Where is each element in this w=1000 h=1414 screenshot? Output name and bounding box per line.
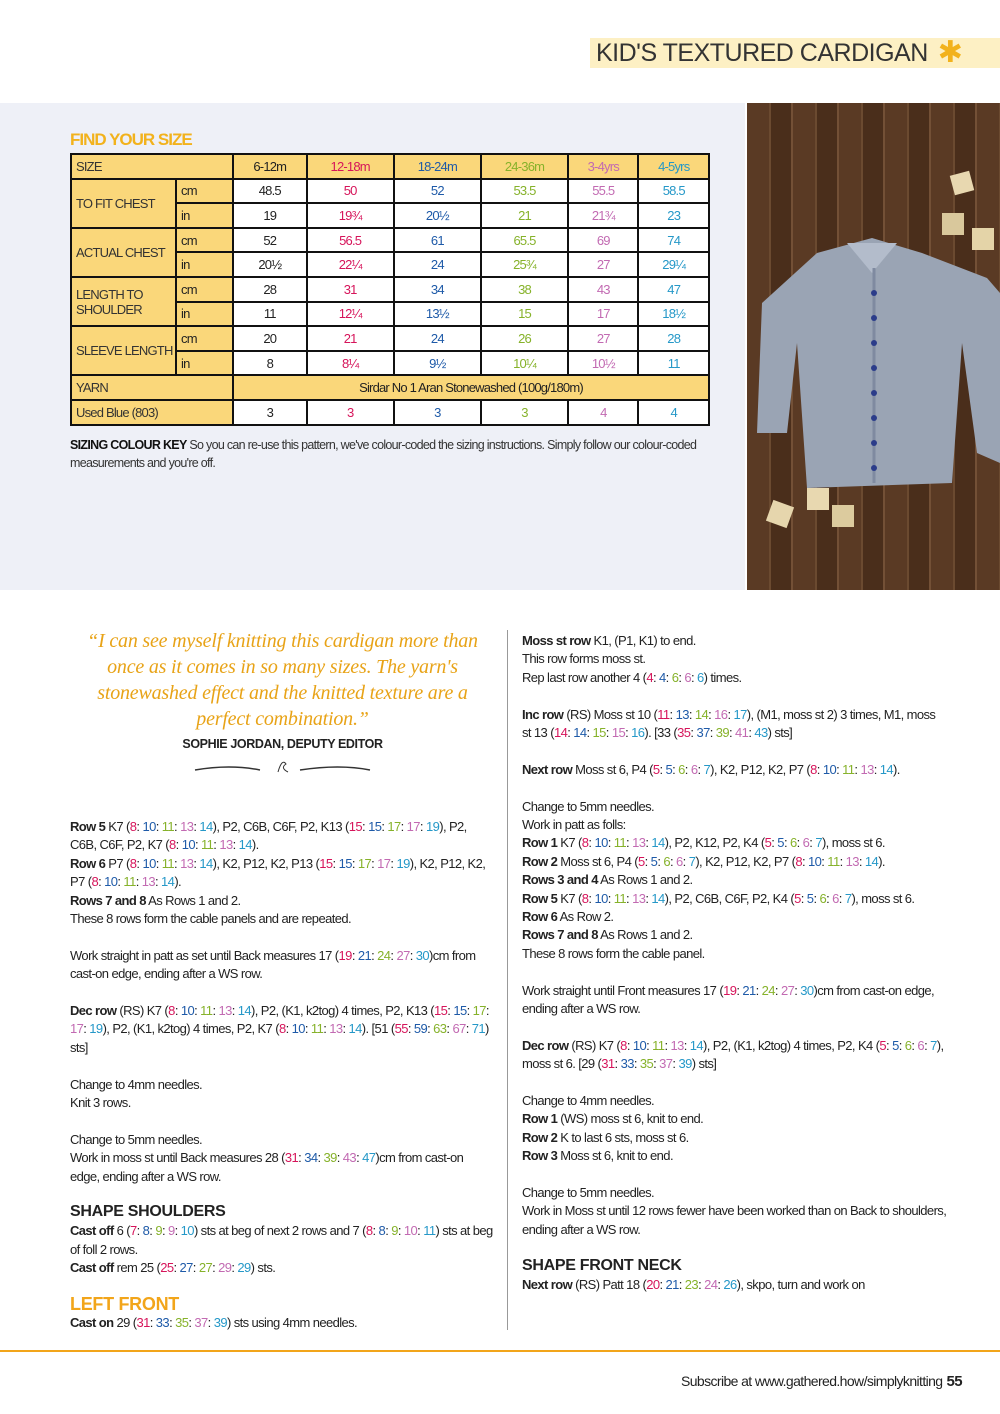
instruction-line: These 8 rows form the cable panels and are repeated. <box>70 911 351 927</box>
instruction-paragraph <box>70 1314 495 1332</box>
section-heading: SHAPE FRONT NECK <box>522 1256 682 1274</box>
instruction-line: Row 1 K7 (8: 10: 11: 13: 14), P2, K12, P2, K4 (5: 5: 6: 6: 7), moss st 6. <box>522 835 885 851</box>
instruction-paragraph <box>522 1092 947 1166</box>
measurement-value: 55.5 <box>568 179 638 204</box>
unit-label: in <box>176 351 233 376</box>
instruction-line: Row 5 K7 (8: 10: 11: 13: 14), P2, C6B, C6F, P2, K13 (15: 15: 17: 17: 19), P2, C6B, C6F, P2, K7 (8: 10: 11: 13: 14). <box>70 819 467 853</box>
instruction-lead: Next row <box>522 761 573 777</box>
instruction-paragraph <box>522 982 947 1019</box>
instruction-lead: Inc row <box>522 706 564 722</box>
colour-key-text: So you can re-use this pattern, we've colour-coded the sizing instructions. Simply follow our colour-coded measurements and you're off. <box>70 438 697 470</box>
instruction-line: Change to 5mm needles. <box>522 1185 655 1201</box>
instruction-lead: Cast off <box>70 1260 114 1276</box>
instruction-lead: Row 1 <box>522 1111 558 1127</box>
instruction-lead: Row 2 <box>522 853 558 869</box>
size-header-row <box>71 154 709 179</box>
measurement-value: 43 <box>568 277 638 302</box>
instruction-line: Row 2 K to last 6 sts, moss st 6. <box>522 1129 689 1145</box>
instruction-line: Work in patt as folls: <box>522 817 626 833</box>
measurement-value: 10¼ <box>481 351 568 376</box>
measurement-value: 27 <box>568 252 638 277</box>
instruction-paragraph <box>522 761 947 779</box>
measurement-value: 25¾ <box>481 252 568 277</box>
instruction-line: Dec row (RS) K7 (8: 10: 11: 13: 14), P2, (K1, k2tog) 4 times, P2, K13 (15: 15: 17: 17: 19), P2, (K1, k2tog) 4 times, P2, K7 (8: 10: 11: 13: 14). [51 (55: 59: 63: 67: 71) sts] <box>70 1003 489 1055</box>
measurement-value: 29¼ <box>638 252 709 277</box>
measurement-value: 22¼ <box>307 252 394 277</box>
measurement-value: 19 <box>233 203 307 228</box>
measurement-value: 52 <box>394 179 481 204</box>
measurement-value: 15 <box>481 302 568 327</box>
measurement-value: 65.5 <box>481 228 568 253</box>
editor-quote: “I can see myself knitting this cardigan more than once as it comes in so many sizes. The yarn's stonewashed effect and the knitted texture are a perfect combination.” <box>87 630 478 730</box>
instruction-paragraph <box>522 1184 947 1239</box>
instruction-line: Dec row (RS) K7 (8: 10: 11: 13: 14), P2, (K1, k2tog) 4 times, P2, K4 (5: 5: 6: 6: 7), moss st 6. [29 (31: 33: 35: 37: 39) sts] <box>522 1037 944 1072</box>
instruction-paragraph <box>70 1131 495 1186</box>
instruction-lead: Rows 7 and 8 <box>70 892 146 908</box>
instruction-paragraph <box>522 632 947 687</box>
size-header: 24-36m <box>481 154 568 179</box>
sizing-colour-key <box>70 436 710 472</box>
measurement-value: 24 <box>394 252 481 277</box>
yarn-label: YARN <box>71 375 233 400</box>
asterisk-icon: ✱ <box>937 36 963 69</box>
instruction-line: Work in Moss st until 12 rows fewer have been worked than on Back to shoulders, ending after a WS row. <box>522 1203 947 1237</box>
instruction-paragraph <box>522 798 947 964</box>
quote-attribution: SOPHIE JORDAN, DEPUTY EDITOR <box>182 737 383 751</box>
measurement-label: ACTUAL CHEST <box>71 228 176 277</box>
measurement-value: 23 <box>638 203 709 228</box>
measurement-value: 20½ <box>233 252 307 277</box>
table-row <box>71 326 709 351</box>
measurement-value: 56.5 <box>307 228 394 253</box>
unit-label: cm <box>176 179 233 204</box>
column-divider <box>507 630 508 1330</box>
instruction-paragraph <box>522 1037 947 1074</box>
instruction-line: Change to 4mm needles. <box>522 1093 655 1109</box>
instruction-line: Change to 4mm needles. <box>70 1076 203 1092</box>
instruction-lead: Row 5 <box>522 890 558 906</box>
instruction-lead: Row 3 <box>522 1148 558 1164</box>
unit-label: cm <box>176 326 233 351</box>
measurement-value: 58.5 <box>638 179 709 204</box>
table-row <box>71 228 709 253</box>
measurement-value: 74 <box>638 228 709 253</box>
unit-label: cm <box>176 277 233 302</box>
unit-label: in <box>176 252 233 277</box>
find-your-size-heading: FIND YOUR SIZE <box>70 130 192 149</box>
instruction-line: Moss st row K1, (P1, K1) to end. <box>522 633 696 648</box>
instruction-line: Next row (RS) Patt 18 (20: 21: 23: 24: 26), skpo, turn and work on <box>522 1276 865 1292</box>
colour-key-label: SIZING COLOUR KEY <box>70 438 187 452</box>
instruction-line: This row forms moss st. <box>522 651 646 667</box>
instruction-line: Knit 3 rows. <box>70 1095 131 1111</box>
unit-label: in <box>176 203 233 228</box>
yarn-row <box>71 375 709 400</box>
size-header: 12-18m <box>307 154 394 179</box>
instruction-line: Row 5 K7 (8: 10: 11: 13: 14), P2, C6B, C6F, P2, K4 (5: 5: 6: 6: 7), moss st 6. <box>522 890 915 906</box>
instruction-lead: Row 2 <box>522 1129 558 1145</box>
instruction-line: Change to 5mm needles. <box>70 1131 203 1147</box>
instruction-line: Work in moss st until Back measures 28 (31: 34: 39: 43: 47)cm from cast-on edge, ending after a WS row. <box>70 1150 464 1184</box>
measurement-value: 18½ <box>638 302 709 327</box>
measurement-value: 12¼ <box>307 302 394 327</box>
instruction-lead: Cast off <box>70 1223 114 1239</box>
measurement-value: 48.5 <box>233 179 307 204</box>
instruction-paragraph <box>70 1222 495 1277</box>
instruction-line: Row 3 Moss st 6, knit to end. <box>522 1148 673 1164</box>
measurement-value: 8¼ <box>307 351 394 376</box>
subscribe-link[interactable]: Subscribe at www.gathered.how/simplyknitting <box>680 1373 943 1389</box>
instruction-lead: Moss st row <box>522 633 591 648</box>
instruction-lead: Rows 7 and 8 <box>522 927 598 943</box>
measurement-value: 47 <box>638 277 709 302</box>
footer <box>681 1373 962 1390</box>
measurement-value: 20 <box>233 326 307 351</box>
article-title: KID'S TEXTURED CARDIGAN <box>596 38 928 67</box>
measurement-value: 52 <box>233 228 307 253</box>
size-header: 6-12m <box>233 154 307 179</box>
instruction-line: These 8 rows form the cable panel. <box>522 945 705 961</box>
measurement-value: 19¾ <box>307 203 394 228</box>
instruction-line: Rows 3 and 4 As Rows 1 and 2. <box>522 872 693 888</box>
instruction-line: Rep last row another 4 (4: 4: 6: 6: 6) times. <box>522 669 742 685</box>
instruction-paragraph <box>522 1276 947 1294</box>
pattern-right-column <box>522 632 947 1312</box>
instruction-line: Inc row (RS) Moss st 10 (11: 13: 14: 16: 17), (M1, moss st 2) 3 times, M1, moss st 13 (14: 14: 15: 15: 16). [33 (35: 37: 39: 41: 43) sts] <box>522 706 936 741</box>
instruction-lead: Dec row <box>70 1003 117 1019</box>
instruction-line: Rows 7 and 8 As Rows 1 and 2. <box>70 892 241 908</box>
measurement-value: 11 <box>638 351 709 376</box>
size-header: 18-24m <box>394 154 481 179</box>
yarn-value: Sirdar No 1 Aran Stonewashed (100g/180m) <box>233 375 709 400</box>
measurement-value: 69 <box>568 228 638 253</box>
instruction-line: Rows 7 and 8 As Rows 1 and 2. <box>522 927 693 943</box>
measurement-label: LENGTH TO SHOULDER <box>71 277 176 326</box>
instruction-line: Work straight in patt as set until Back measures 17 (19: 21: 24: 27: 30)cm from cast-on edge, ending after a WS row. <box>70 947 476 982</box>
instruction-line: Row 2 Moss st 6, P4 (5: 5: 6: 6: 7), K2, P12, K2, P7 (8: 10: 11: 13: 14). <box>522 853 885 869</box>
size-table <box>70 153 710 426</box>
instruction-lead: Row 6 <box>522 909 558 925</box>
instruction-paragraph <box>522 706 947 743</box>
size-label: SIZE <box>71 154 233 179</box>
instruction-paragraph <box>70 947 495 984</box>
measurement-value: 26 <box>481 326 568 351</box>
measurement-value: 9½ <box>394 351 481 376</box>
measurement-value: 11 <box>233 302 307 327</box>
measurement-value: 13½ <box>394 302 481 327</box>
table-row <box>71 277 709 302</box>
instruction-lead: Rows 3 and 4 <box>522 872 598 888</box>
instruction-line: Cast off rem 25 (25: 27: 27: 29: 29) sts. <box>70 1260 276 1276</box>
instruction-lead: Row 1 <box>522 835 558 851</box>
measurement-value: 10½ <box>568 351 638 376</box>
measurement-value: 61 <box>394 228 481 253</box>
table-row <box>71 179 709 204</box>
measurement-value: 50 <box>307 179 394 204</box>
cardigan-photo <box>747 103 1000 590</box>
ball-count: 3 <box>481 400 568 425</box>
measurement-value: 28 <box>638 326 709 351</box>
unit-label: in <box>176 302 233 327</box>
measurement-value: 21¾ <box>568 203 638 228</box>
measurement-value: 21 <box>481 203 568 228</box>
size-header: 3-4yrs <box>568 154 638 179</box>
pattern-left-column <box>70 818 495 1351</box>
colour-row <box>71 400 709 425</box>
instruction-line: Work straight until Front measures 17 (19: 21: 24: 27: 30)cm from cast-on edge, ending after a WS row. <box>522 982 934 1017</box>
instruction-paragraph <box>70 1076 495 1113</box>
ball-count: 4 <box>638 400 709 425</box>
measurement-value: 28 <box>233 277 307 302</box>
article-title-banner <box>590 38 1000 68</box>
measurement-value: 17 <box>568 302 638 327</box>
footer-rule <box>0 1350 1000 1352</box>
instruction-lead: Dec row <box>522 1037 569 1053</box>
instruction-line: Row 1 (WS) moss st 6, knit to end. <box>522 1111 704 1127</box>
section-heading: SHAPE SHOULDERS <box>70 1203 226 1221</box>
unit-label: cm <box>176 228 233 253</box>
measurement-value: 8 <box>233 351 307 376</box>
measurement-value: 34 <box>394 277 481 302</box>
ball-count: 3 <box>394 400 481 425</box>
measurement-value: 20½ <box>394 203 481 228</box>
measurement-label: TO FIT CHEST <box>71 179 176 228</box>
measurement-label: SLEEVE LENGTH <box>71 326 176 375</box>
left-column-wrapper <box>70 628 495 1351</box>
instruction-paragraph <box>70 818 495 928</box>
measurement-value: 38 <box>481 277 568 302</box>
decorative-swirl-icon <box>190 754 375 778</box>
instruction-lead: Row 6 <box>70 855 106 871</box>
instruction-line: Cast off 6 (7: 8: 9: 9: 10) sts at beg of next 2 rows and 7 (8: 8: 9: 10: 11) sts at beg of foll 2 rows. <box>70 1223 493 1257</box>
instruction-lead: Next row <box>522 1276 573 1292</box>
ball-count: 3 <box>233 400 307 425</box>
instruction-lead: Cast on <box>70 1315 114 1331</box>
section-heading: LEFT FRONT <box>70 1294 179 1315</box>
instruction-line: Row 6 P7 (8: 10: 11: 13: 14), K2, P12, K2, P13 (15: 15: 17: 17: 19), K2, P12, K2, P7 (8: 10: 11: 13: 14). <box>70 855 486 890</box>
instruction-line: Cast on 29 (31: 33: 35: 37: 39) sts using 4mm needles. <box>70 1315 358 1331</box>
measurement-value: 27 <box>568 326 638 351</box>
colour-label: Used Blue (803) <box>71 400 233 425</box>
measurement-value: 21 <box>307 326 394 351</box>
ball-count: 4 <box>568 400 638 425</box>
ball-count: 3 <box>307 400 394 425</box>
quote-block <box>70 628 495 818</box>
instruction-paragraph <box>70 1002 495 1057</box>
size-header: 4-5yrs <box>638 154 709 179</box>
instruction-line: Next row Moss st 6, P4 (5: 5: 6: 6: 7), K2, P12, K2, P7 (8: 10: 11: 13: 14). <box>522 761 900 777</box>
measurement-value: 31 <box>307 277 394 302</box>
measurement-value: 24 <box>394 326 481 351</box>
measurement-value: 53.5 <box>481 179 568 204</box>
instruction-line: Change to 5mm needles. <box>522 798 655 814</box>
page-number: 55 <box>946 1373 962 1390</box>
instruction-lead: Row 5 <box>70 819 106 834</box>
instruction-line: Row 6 As Row 2. <box>522 909 614 925</box>
